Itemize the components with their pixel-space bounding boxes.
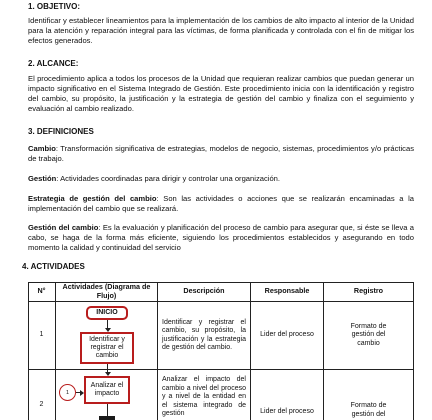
flow-box-identificar: Identificar y registrar el cambio xyxy=(80,332,134,364)
definition-text: : Transformación significativa de estrategias, modelos de negocio, sistemas, procedimientos y/o prácticas de trabajo. xyxy=(28,144,414,163)
definition-gestion-cambio xyxy=(28,223,414,253)
flow-start-terminal: INICIO xyxy=(86,306,128,320)
flow-arrow xyxy=(107,404,108,416)
header-responsable: Responsable xyxy=(251,282,324,302)
header-registro: Registro xyxy=(324,282,414,302)
flow-box-analizar: Analizar el impacto xyxy=(84,376,130,404)
header-num: N° xyxy=(28,282,56,302)
definition-term: Estrategia de gestión del cambio xyxy=(28,194,157,203)
section-heading-objetivo: 1. OBJETIVO: xyxy=(28,2,81,11)
section-heading-actividades: 4. ACTIVIDADES xyxy=(22,262,85,271)
section-heading-definiciones: 3. DEFINICIONES xyxy=(28,127,94,136)
row1-responsable: Lider del proceso xyxy=(251,302,324,370)
definition-estrategia xyxy=(28,194,414,214)
definition-text: : Es la evaluación y planificación del proceso de cambio para asegurar que, si éste se lleva a cabo, se haga de la forma más eficiente, siguiendo los procedimientos establecidos y asegurando en todo momento la calidad y continuidad del servicio xyxy=(28,223,415,252)
flow-connector-circle: 1 xyxy=(59,384,76,401)
definition-text: : Actividades coordinadas para dirigir y controlar una organización. xyxy=(56,174,280,183)
definition-term: Gestión xyxy=(28,174,57,183)
row1-registro: Formato de gestión del cambio xyxy=(324,302,414,370)
definition-term: Cambio xyxy=(28,144,56,153)
row1-descripcion: Identificar y registrar el cambio, su propósito, la justificación y la estrategia de gestión del cambio. xyxy=(158,302,251,370)
row1-num: 1 xyxy=(28,302,56,370)
row2-num: 2 xyxy=(28,370,56,420)
row2-responsable: Lider del proceso xyxy=(251,370,324,420)
row2-descripcion: Analizar el impacto del cambio a nivel del proceso y a nivel de la entidad en el sistema integrado de gestión xyxy=(158,370,251,420)
alcance-text: El procedimiento aplica a todos los procesos de la Unidad que requieran realizar cambios que puedan generar un impacto significativo en el Sistema Integrado de Gestión. Este procedimiento inicia con la identificación y registro del cambio, su propósito, la justificación y la estrategia de gestión del cambio y finaliza con el seguimiento y evaluación al cambio realizado. xyxy=(28,74,414,113)
objetivo-text: Identificar y establecer lineamientos para la implementación de los cambios de alto impacto al interior de la Unidad para la atención y reparación integral para las víctimas, de forma planificada y controlada con el fin de mitigar los efectos generados. xyxy=(28,16,414,45)
definition-term: Gestión del cambio xyxy=(28,223,99,232)
section-heading-alcance: 2. ALCANCE: xyxy=(28,59,79,68)
header-descripcion: Descripción xyxy=(158,282,251,302)
flow-next-box-partial xyxy=(99,416,115,420)
row2-registro: Formato de gestión del xyxy=(324,370,414,420)
header-actividades: Actividades (Diagrama de Flujo) xyxy=(56,282,158,302)
definition-text: : Son las actividades o acciones que se realizarán encaminadas a la implementación del cambio que se realizará. xyxy=(28,194,414,213)
activities-table xyxy=(28,282,414,420)
definition-gestion xyxy=(28,174,414,184)
definition-cambio xyxy=(28,144,414,164)
